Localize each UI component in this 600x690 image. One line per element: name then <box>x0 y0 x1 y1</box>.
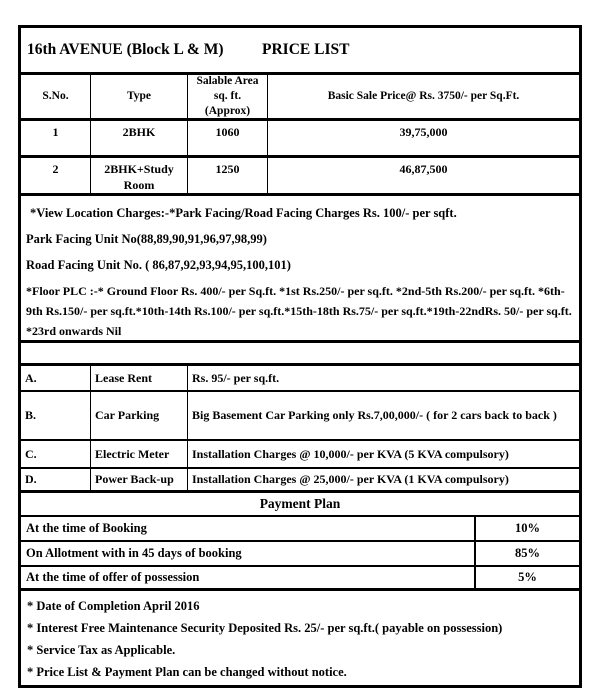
charge-id: A. <box>21 366 91 390</box>
payment-percent: 5% <box>474 567 579 588</box>
charge-label: Electric Meter <box>91 441 188 467</box>
title-row <box>21 28 579 75</box>
charges-row-electric-meter <box>21 441 579 469</box>
main-table-header-row <box>21 75 579 121</box>
note-road-facing-units: Road Facing Unit No. ( 86,87,92,93,94,95,100,101) <box>26 258 291 272</box>
cell-type: 2BHK <box>91 121 188 155</box>
note-view-location-charges: *View Location Charges:-*Park Facing/Road Facing Charges Rs. 100/- per sqft. <box>30 206 457 220</box>
charge-detail: Installation Charges @ 10,000/- per KVA (5 KVA compulsory) <box>192 446 509 461</box>
note-price-list-change: * Price List & Payment Plan can be changed without notice. <box>27 665 347 679</box>
cell-area: 1060 <box>188 121 268 155</box>
note-maintenance-security: * Interest Free Maintenance Security Deposited Rs. 25/- per sq.ft.( payable on possession) <box>27 621 503 635</box>
charge-detail: Installation Charges @ 25,000/- per KVA (1 KVA compulsory) <box>192 472 509 486</box>
charge-detail: Rs. 95/- per sq.ft. <box>192 370 280 385</box>
document-title: 16th AVENUE (Block L & M) <box>27 41 224 58</box>
price-list-document <box>18 25 582 688</box>
payment-row-possession <box>21 567 579 591</box>
cell-price: 46,87,500 <box>399 162 448 176</box>
payment-row-allotment <box>21 542 579 567</box>
cell-sno: 1 <box>21 121 91 155</box>
charge-id: C. <box>21 441 91 467</box>
payment-label: At the time of Booking <box>26 521 147 535</box>
note-floor-plc: *Floor PLC :-* Ground Floor Rs. 400/- per Sq.ft. *1st Rs.250/- per sq.ft. *2nd-5th Rs.200/- per sq.ft. *6th-9th Rs.150/- per sq.ft.*10th-14th Rs.100/- per sq.ft.*15th-18th Rs.75/- per sq.ft.*19th-22ndRs. 50/- per sq.ft. *23rd onwards Nil <box>26 284 572 338</box>
charge-id: D. <box>21 469 91 490</box>
charges-row-power-backup <box>21 469 579 493</box>
cell-type: 2BHK+Study Room <box>91 158 188 193</box>
col-header-salable-area: Salable Area sq. ft. (Approx) <box>188 75 268 118</box>
note-service-tax: * Service Tax as Applicable. <box>27 643 176 657</box>
payment-label: At the time of offer of possession <box>26 570 200 584</box>
charge-id: B. <box>21 392 91 439</box>
payment-row-booking <box>21 517 579 542</box>
payment-plan-title: Payment Plan <box>21 493 579 517</box>
location-notes-section <box>21 196 579 343</box>
footer-notes-section <box>21 591 579 685</box>
note-park-facing-units: Park Facing Unit No(88,89,90,91,96,97,98,99) <box>26 232 267 246</box>
table-row-2bhk <box>21 121 579 158</box>
col-header-type: Type <box>91 75 188 118</box>
charge-label: Car Parking <box>91 392 188 439</box>
charges-row-lease-rent <box>21 366 579 392</box>
charges-row-car-parking <box>21 392 579 441</box>
cell-sno: 2 <box>21 158 91 193</box>
spacer-row <box>21 343 579 366</box>
note-date-of-completion: * Date of Completion April 2016 <box>27 599 200 613</box>
cell-area: 1250 <box>188 158 268 193</box>
payment-label: On Allotment with in 45 days of booking <box>26 546 242 560</box>
col-header-sno: S.No. <box>21 75 91 118</box>
col-header-basic-sale-price: Basic Sale Price@ Rs. 3750/- per Sq.Ft. <box>327 90 520 103</box>
table-row-2bhk-study <box>21 158 579 196</box>
charge-label: Lease Rent <box>91 366 188 390</box>
cell-price: 39,75,000 <box>399 125 448 139</box>
price-list-label: PRICE LIST <box>262 41 350 58</box>
charge-label: Power Back-up <box>91 469 188 490</box>
payment-percent: 85% <box>474 542 579 565</box>
charge-detail: Big Basement Car Parking only Rs.7,00,000/- ( for 2 cars back to back ) <box>192 408 557 422</box>
payment-percent: 10% <box>474 517 579 540</box>
